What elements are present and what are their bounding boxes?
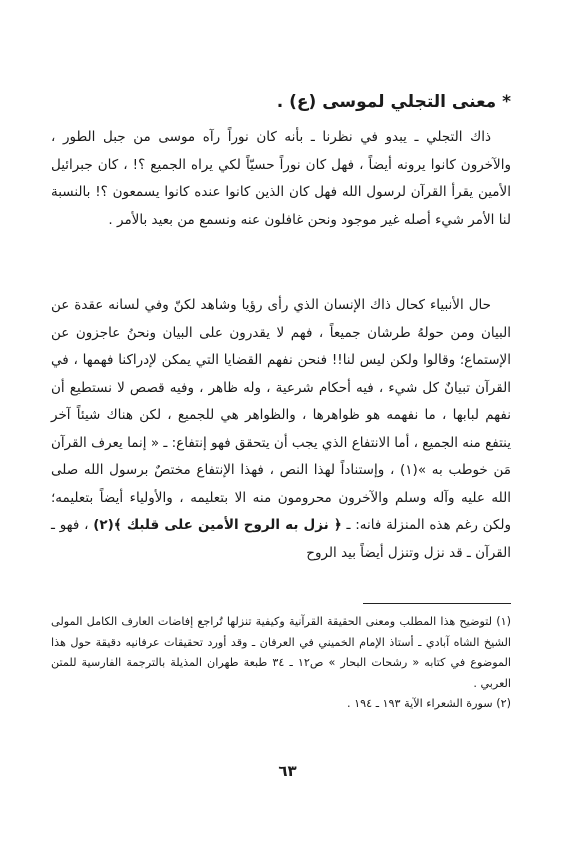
- footnote-1: (١) لتوضيح هذا المطلب ومعنى الحقيقة القرآنية وكيفية تنزلها تُراجع إفاضات العارف الكامل المولى الشيخ الشاه آبادي ـ أستاذ الإمام الخميني في العرفان ـ وقد أورد تحقيقات عرفانيه دقيقة حول هذا الموضوع في كتابه « رشحات البحار » ص١٢ ـ ٣٤ طبعة طهران المذيلة بالترجمة الفارسية للمتن العربي .: [51, 615, 512, 690]
- paragraph-1-text: ذاك التجلي ـ يبدو في نظرنا ـ بأنه كان نوراً رآه موسى من جبل الطور ، والآخرون كانوا يرونه أيضاً ، فهل كان نوراً حسيّاً لكي يراه الجميع ؟! ، كان جبرائيل الأمين يقرأ القرآن لرسول الله فهل كان الذين كانوا عنده كانوا يسمعون ؟! بالنسبة لنا الأمر شيء أصله غير موجود ونحن غافلون عنه ونسمع من بعيد بالأمر .: [51, 129, 511, 228]
- paragraph-2-text: حال الأنبياء كحال ذاك الإنسان الذي رأى رؤيا وشاهد لكنّ وفي لسانه عقدة عن البيان ومن حولهُ طرشان جميعاً ، فهم لا يقدرون على البيان ونحنُ عاجزون عن الإستماع؛ وقالوا ولكن ليس لنا!! فنحن نفهم القضايا التي يمكن لإدراكنا فهمها ، في القرآن تبيانٌ كل شيء ، فيه أحكام شرعية ، وله ظاهر ، وفيه قصص لا نستطيع أن نفهم لبابها ، ما نفهمه هو ظواهرها ، والظواهر هي للجميع ، لكن هناك شيئاً آخر ينتفع منه الجميع ، أما الانتفاع الذي يجب أن يتحقق فهو إنتفاع: ـ « إنما يعرف القرآن مَن خوطب به »(١) ، وإستناداً لهذا النص ، فهذا الإنتفاع مختصٌ برسول الله صلى الله عليه وآله وسلم والآخرون محرومون منه الا بتعليمه ، والأولياء أيضاً بتعليمه؛ ولكن رغم هذه المنزلة فانه: ـ: [51, 297, 512, 533]
- footnotes: [51, 612, 511, 715]
- paragraph-1: [51, 124, 511, 289]
- footnote-2: (٢) سورة الشعراء الآية ١٩٣ ـ ١٩٤ .: [346, 697, 511, 710]
- paragraph-2-tail: ، فهو ـ القرآن ـ قد نزل وتنزل أيضاً بيد الروح: [51, 517, 511, 561]
- footnote-divider: [363, 603, 511, 604]
- paragraph-2: [51, 292, 511, 597]
- quran-quote: ﴿ نزل به الروح الأمين على قلبك ﴾(٢): [93, 517, 342, 533]
- page-number: ٦٣: [278, 762, 297, 780]
- paragraph-2-body: [51, 292, 511, 567]
- section-heading: * معنى التجلي لموسى (ع) .: [276, 92, 511, 112]
